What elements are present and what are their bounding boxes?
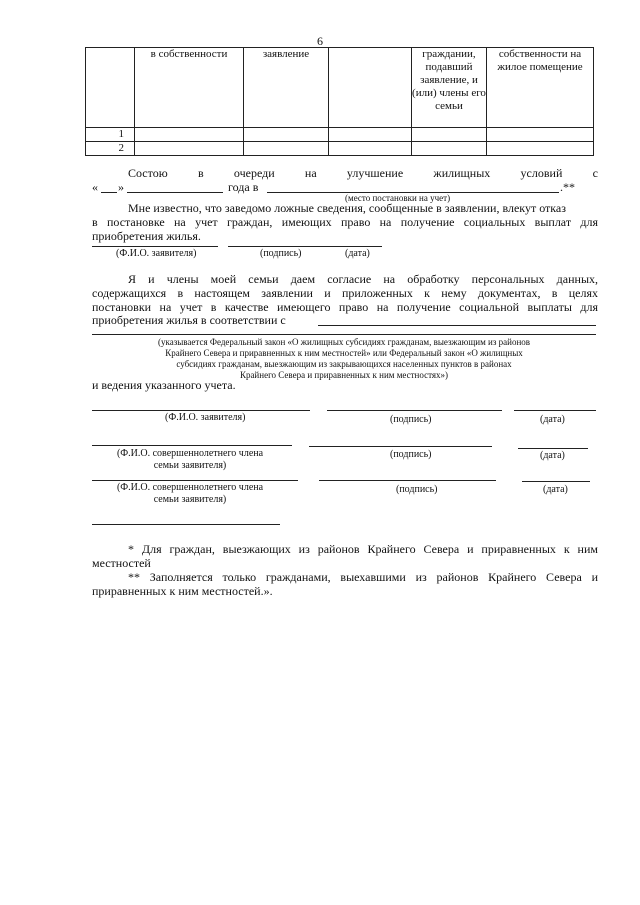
- day-field[interactable]: [101, 192, 117, 193]
- law-field-continued[interactable]: [92, 334, 596, 335]
- data-table: [85, 47, 594, 156]
- month-field[interactable]: [127, 192, 223, 193]
- row-number: 1: [86, 128, 135, 142]
- member-fio-field-1[interactable]: [92, 445, 292, 446]
- member-date-field-1[interactable]: [518, 448, 588, 449]
- applicant-date-field-2[interactable]: [514, 410, 596, 411]
- footnote-2: ** Заполняется только гражданами, выехавшими из районов Крайнего Севера и: [128, 570, 598, 584]
- queue-line: Состою в очереди на улучшение жилищных условий с: [128, 166, 598, 180]
- member-date-field-2[interactable]: [522, 481, 590, 482]
- table-header-cell: в собственности: [135, 48, 244, 128]
- table-row: [86, 142, 594, 156]
- table-header-row: [86, 48, 594, 128]
- table-header-cell: граждании, подавший заявление, и (или) члены его семьи: [412, 48, 487, 128]
- footnote-1: * Для граждан, выезжающих из районов Крайнего Севера и приравненных к ним: [128, 542, 598, 556]
- applicant-sign-field-2[interactable]: [327, 410, 502, 411]
- table-header-cell: [86, 48, 135, 128]
- law-field[interactable]: [318, 325, 596, 326]
- applicant-sign-date-field[interactable]: [228, 246, 382, 247]
- table-row: [86, 128, 594, 142]
- member-sign-field-1[interactable]: [309, 446, 492, 447]
- footnote-separator: [92, 524, 280, 525]
- page-number: 6: [317, 34, 323, 48]
- place-caption: (место постановки на учет): [345, 193, 451, 203]
- table-header-cell: собственности на жилое помещение: [487, 48, 594, 128]
- member-sign-field-2[interactable]: [319, 480, 496, 481]
- table-header-cell: заявление: [244, 48, 329, 128]
- applicant-fio-field[interactable]: [92, 246, 218, 247]
- applicant-fio-field-2[interactable]: [92, 410, 310, 411]
- table-header-cell: [329, 48, 412, 128]
- member-fio-field-2[interactable]: [92, 480, 298, 481]
- row-number: 2: [86, 142, 135, 156]
